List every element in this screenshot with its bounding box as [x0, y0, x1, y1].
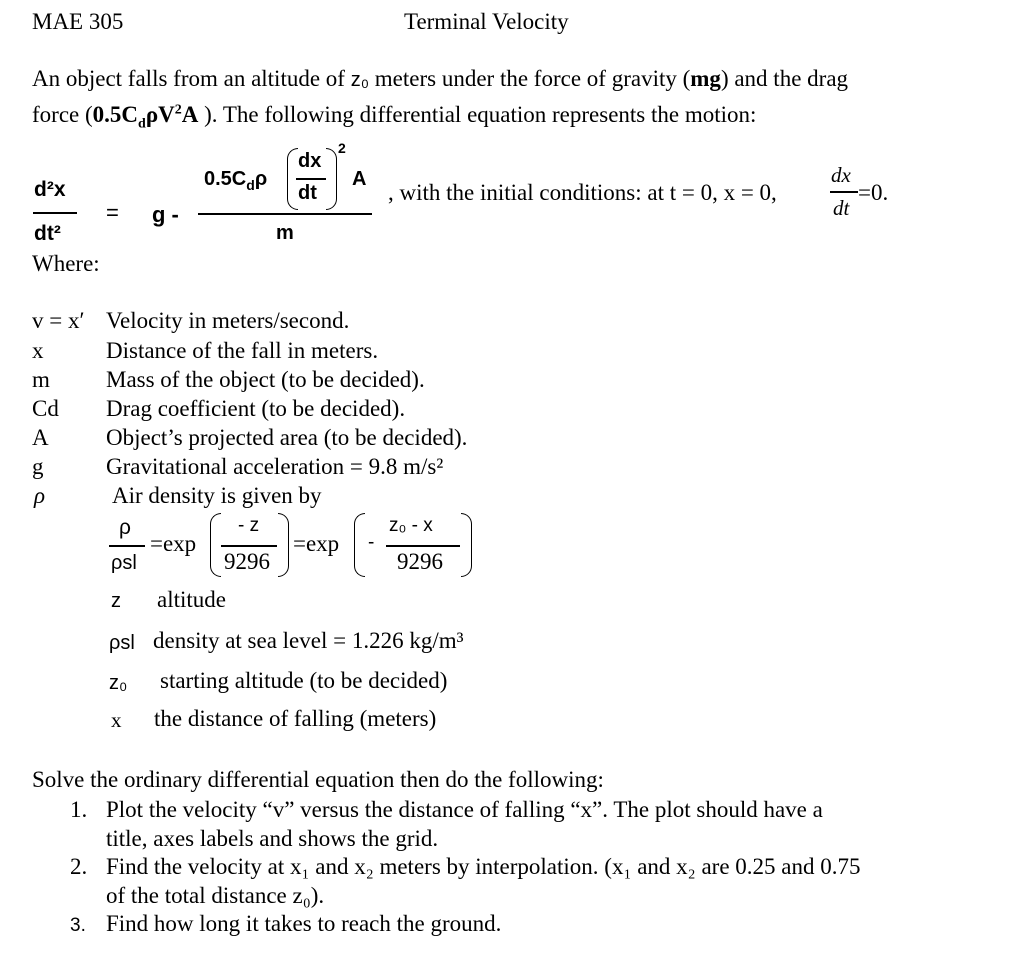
subdef-text: altitude — [157, 587, 226, 612]
task-number: 3. — [70, 915, 86, 936]
cond-dt: dt — [833, 196, 850, 220]
subdef-symbol: z₀ — [109, 672, 128, 694]
exp-2-numerator: z₀ - x — [389, 515, 433, 536]
tasks-intro: Solve the ordinary differential equation then do the following: — [32, 767, 604, 792]
def-text: Gravitational acceleration = 9.8 m/s² — [106, 454, 444, 479]
task-number: 1. — [70, 797, 88, 822]
def-text: Object’s projected area (to be decided). — [106, 425, 468, 450]
subdef-text: the distance of falling (meters) — [154, 706, 437, 731]
mass-denominator: m — [276, 222, 294, 244]
gravity-term: g - — [152, 202, 179, 227]
rho-numerator: ρ — [119, 516, 131, 539]
dx-dt-bar — [296, 178, 326, 180]
intro-line-1: An object falls from an altitude of z₀ meters under the force of gravity (mg) and the drag — [32, 66, 849, 91]
rho-sl-denominator: ρsl — [111, 552, 137, 574]
subdef-symbol: ρsl — [109, 632, 135, 654]
subdef-symbol: x — [111, 708, 122, 732]
exp-1: =exp — [150, 531, 197, 556]
exp-1-bar — [221, 545, 277, 547]
rho-fraction-bar — [109, 545, 145, 547]
lhs-fraction-bar — [33, 212, 77, 214]
right-paren — [278, 513, 289, 577]
def-text: Mass of the object (to be decided). — [106, 367, 425, 392]
def-text: Distance of the fall in meters. — [106, 338, 379, 363]
task-number: 2. — [70, 854, 88, 879]
lhs-numerator: d²x — [34, 178, 66, 201]
intro-line-2: force ($0.5C_d\rho V^2A$ ). The following differential equation represents the motion: — [32, 102, 757, 132]
def-symbol: x — [32, 338, 44, 363]
task-line: title, axes labels and shows the grid. — [106, 826, 439, 851]
page-title: Terminal Velocity — [404, 9, 569, 34]
cond-dx: dx — [831, 163, 851, 187]
area-symbol: A — [352, 168, 367, 190]
exp-2-denominator: 9296 — [397, 549, 443, 574]
cond-fraction-bar — [830, 191, 858, 193]
dt-symbol: dt — [298, 182, 317, 204]
exp-2: =exp — [293, 531, 340, 556]
def-symbol: v = x′ — [32, 308, 85, 333]
subdef-text: density at sea level = 1.226 kg/m³ — [153, 628, 464, 653]
right-paren — [326, 148, 337, 210]
where-label: Where: — [32, 251, 100, 276]
def-text: Velocity in meters/second. — [106, 308, 350, 333]
power-two: 2 — [338, 140, 346, 156]
def-symbol: m — [32, 367, 50, 392]
def-symbol: A — [32, 425, 49, 450]
minus-sign: - — [368, 532, 375, 553]
def-symbol: g — [32, 454, 44, 479]
subdef-symbol: z — [111, 590, 121, 612]
cond-tail: =0. — [858, 180, 889, 205]
drag-fraction-bar — [198, 213, 372, 215]
exp-1-numerator: - z — [238, 515, 260, 536]
task-line: of the total distance z₀). — [106, 883, 325, 908]
left-paren — [210, 513, 221, 577]
exp-1-denominator: 9296 — [224, 549, 270, 574]
equals-sign: = — [106, 200, 119, 225]
subdef-text: starting altitude (to be decided) — [160, 668, 448, 693]
def-symbol: ρ — [34, 483, 46, 508]
drag-numerator: $0.5C_d\rho$ — [204, 168, 268, 193]
task-line: Find the velocity at x₁ and x₂ meters by interpolation. (x₁ and x₂ are 0.25 and 0.75 — [106, 854, 861, 879]
def-text: Air density is given by — [112, 483, 322, 508]
task-line: Find how long it takes to reach the ground. — [106, 911, 502, 936]
task-line: Plot the velocity “v” versus the distance of falling “x”. The plot should have a — [106, 797, 823, 822]
left-paren — [354, 513, 365, 577]
course-label: MAE 305 — [32, 9, 124, 34]
def-text: Drag coefficient (to be decided). — [106, 396, 406, 421]
def-symbol: Cd — [32, 396, 59, 421]
lhs-denominator: dt² — [34, 222, 61, 245]
right-paren — [461, 513, 472, 577]
initial-conditions: , with the initial conditions: at t = 0, x = 0, — [388, 180, 777, 205]
exp-2-bar — [386, 545, 460, 547]
dx-symbol: dx — [298, 150, 322, 172]
